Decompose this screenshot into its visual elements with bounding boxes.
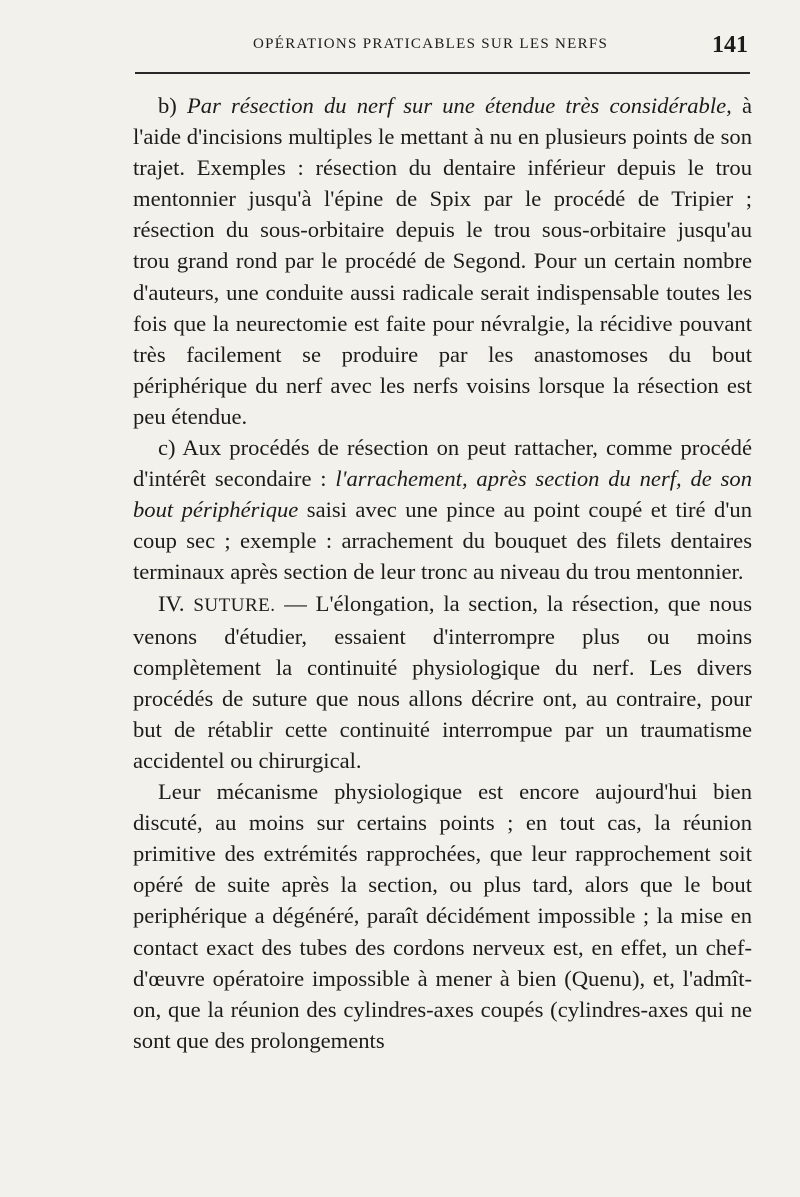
paragraph-c-italic: l'arrachement, après section du nerf, de son bout périphérique bbox=[133, 466, 753, 523]
body-text bbox=[133, 90, 752, 1056]
paragraph-c-lead: c) Aux procédés de résection on peut rattacher, comme procédé d'intérêt secondaire : bbox=[133, 435, 752, 492]
paragraph-suture-text: — L'élongation, la section, la résection, que nous venons d'étudier, essaient d'interrompre plus ou moins complètement la continuité physiologique du nerf. Les divers procédés de suture que nous allons décrire ont, au contraire, pour but de rétablir cette continuité interrompue par un traumatisme accidentel ou chirurgical. bbox=[133, 590, 752, 773]
paragraph-suture-lead: IV. bbox=[158, 590, 194, 616]
header-rule bbox=[135, 72, 750, 74]
paragraph-b-lead: b) bbox=[158, 93, 187, 118]
paragraph-suture-heading: SUTURE. bbox=[193, 594, 276, 616]
paragraph-b-text: à l'aide d'incisions multiples le mettant à nu en plusieurs points de son trajet. Exemples : résection du dentaire inférieur depuis le trou mentonnier jusqu'à l'épine de Spix par le procédé de Tripier ; résection du sous-orbitaire depuis le trou sous-orbitaire jusqu'au trou grand rond par le procédé de Segond. Pour un certain nombre d'auteurs, une conduite aussi radicale serait indispensable toutes les fois que la neurectomie est faite pour névralgie, la récidive pouvant très facilement se produire par les anastomoses du bout périphérique du nerf avec les nerfs voisins lorsque la résection est peu étendue. bbox=[133, 93, 752, 429]
page-header bbox=[135, 28, 750, 68]
paragraph-b-italic: Par résection du nerf sur une étendue très considérable, bbox=[186, 93, 732, 118]
page-number: 141 bbox=[712, 32, 748, 58]
paragraph-mecanisme: Leur mécanisme physiologique est encore aujourd'hui bien discuté, au moins sur certains points ; en tout cas, la réunion primitive des extrémités rapprochées, que leur rapprochement soit opéré de suite après la section, ou plus tard, alors que le bout periphérique a dégénéré, paraît décidément impossible ; la mise en contact exact des tubes des cordons nerveux est, en effet, un chef-d'œuvre opératoire impossible à mener à bien (Quenu), et, l'admît-on, que la réunion des cylindres-axes coupés (cylindres-axes qui ne sont que des prolongements bbox=[133, 779, 752, 1053]
paragraph-c bbox=[133, 432, 752, 587]
paragraph-suture bbox=[133, 588, 752, 777]
running-title: OPÉRATIONS PRATICABLES SUR LES NERFS bbox=[253, 36, 609, 52]
paragraph-c-text: saisi avec une pince au point coupé et tiré d'un coup sec ; exemple : arrachement du bouquet des filets dentaires terminaux après section de leur tronc au niveau du trou mentonnier. bbox=[133, 497, 752, 585]
paragraph-b bbox=[133, 90, 752, 432]
